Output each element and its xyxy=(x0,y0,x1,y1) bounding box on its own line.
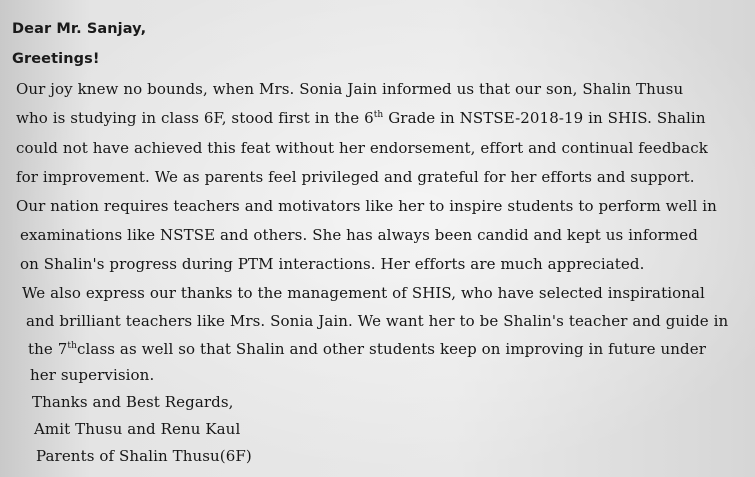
para2-line2: and brilliant teachers like Mrs. Sonia Jain. We want her to be Shalin's teacher and guide in xyxy=(26,312,729,330)
para1-line1: Our joy knew no bounds, when Mrs. Sonia Jain informed us that our son, Shalin Thusu xyxy=(16,80,684,98)
para2-line3-rest: class as well so that Shalin and other students keep on improving in future under xyxy=(77,340,706,358)
para1-line2-text: who is studying in class 6F, stood first in the 6 xyxy=(16,109,374,127)
salutation: Dear Mr. Sanjay, xyxy=(12,21,147,37)
para2-line4: her supervision. xyxy=(30,366,155,384)
para1-line2 xyxy=(16,109,706,127)
para2-line3 xyxy=(28,340,706,358)
para1-line7: on Shalin's progress during PTM interactions. Her efforts are much appreciated. xyxy=(20,255,645,273)
para2-line1: We also express our thanks to the management of SHIS, who have selected inspirational xyxy=(22,284,705,302)
para2-line3-text: the 7 xyxy=(28,340,68,358)
para1-line4: for improvement. We as parents feel privileged and grateful for her efforts and support. xyxy=(16,168,695,186)
ordinal-suffix-7th: th xyxy=(67,341,78,351)
para1-line2-rest: Grade in NSTSE-2018-19 in SHIS. Shalin xyxy=(383,109,706,127)
ordinal-suffix-6th: th xyxy=(373,110,384,120)
greeting: Greetings! xyxy=(12,51,100,67)
para1-line6: examinations like NSTSE and others. She has always been candid and kept us informed xyxy=(20,226,698,244)
para1-line5: Our nation requires teachers and motivators like her to inspire students to perform well in xyxy=(16,197,717,215)
relation: Parents of Shalin Thusu(6F) xyxy=(36,447,252,465)
signatories: Amit Thusu and Renu Kaul xyxy=(34,420,241,438)
para1-line3: could not have achieved this feat without her endorsement, effort and continual feedback xyxy=(16,139,708,157)
closing: Thanks and Best Regards, xyxy=(32,393,234,411)
